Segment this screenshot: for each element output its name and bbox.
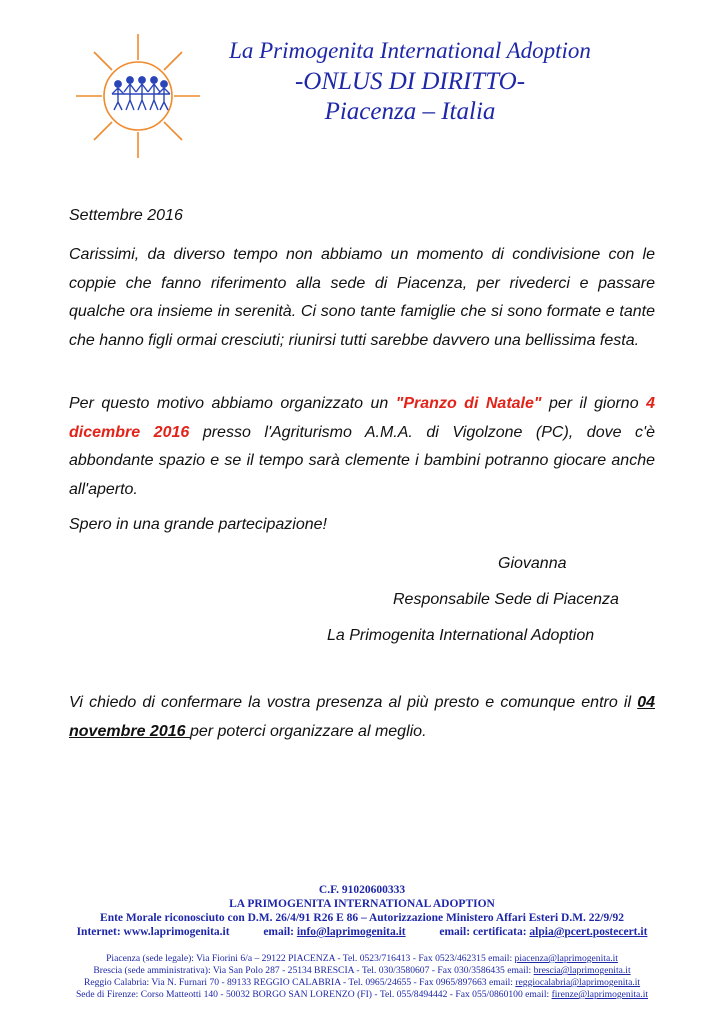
footer-office-piacenza	[30, 953, 694, 964]
event-text-lead: Per questo motivo abbiamo organizzato un	[69, 395, 396, 412]
footer-office-firenze	[30, 989, 694, 1000]
piacenza-email-link[interactable]: piacenza@laprimogenita.it	[514, 953, 618, 964]
organization-city: Piacenza – Italia	[324, 98, 496, 125]
letter-date: Settembre 2016	[69, 207, 183, 224]
brescia-email-link[interactable]: brescia@laprimogenita.it	[533, 965, 631, 976]
event-text-mid: per il giorno	[541, 395, 647, 412]
footer-office-reggio-calabria	[30, 977, 694, 988]
signature-role: Responsabile Sede di Piacenza	[393, 591, 619, 608]
footer-legal-recognition: Ente Morale riconosciuto con D.M. 26/4/91 R26 E 86 – Autorizzazione Ministero Affari Esteri D.M. 22/9/92	[100, 912, 624, 924]
confirmation-text-tail: per poterci organizzare al meglio.	[189, 722, 427, 740]
footer-tax-code: C.F. 91020600333	[318, 884, 406, 896]
organization-status: -ONLUS DI DIRITTO-	[294, 68, 526, 95]
brescia-office-text: Brescia (sede amministrativa): Via San Polo 287 - 25134 BRESCIA - Tel. 030/3580607 - Fax 030/3586435 email:	[93, 965, 534, 976]
footer-office-brescia	[30, 965, 694, 976]
event-text-tail: presso l'Agriturismo A.M.A. di Vigolzone (PC), dove c'è abbondante spazio e se il tempo sarà clemente i bambini potranno giocare anche all'aperto.	[69, 423, 655, 498]
organization-name: La Primogenita International Adoption	[229, 38, 591, 63]
footer-email-label: email:	[263, 926, 297, 938]
piacenza-office-text: Piacenza (sede legale): Via Fiorini 6/a – 29122 PIACENZA - Tel. 0523/716413 - Fax 0523/462315 email:	[106, 953, 515, 964]
footer-certified-email-link[interactable]: alpia@pcert.postecert.it	[529, 926, 648, 938]
reggio-office-text: Reggio Calabria: Via N. Furnari 70 - 89133 REGGIO CALABRIA - Tel. 0965/24655 - Fax 0965/897663 email:	[83, 977, 516, 988]
confirmation-deadline: 04 novembre 2016	[69, 694, 655, 740]
footer-website[interactable]: Internet: www.laprimogenita.it	[76, 926, 230, 938]
letter-paragraph-intro: Carissimi, da diverso tempo non abbiamo un momento di condivisione con le coppie che fanno riferimento alla sede di Piacenza, per rivederci e passare qualche ora insieme in serenità. Ci sono tante famiglie che si sono formate e tante che hanno figli ormai cresciuti; riunirsi tutti sarebbe davvero una bellissima festa.	[69, 246, 655, 349]
letter-closing: Spero in una grande partecipazione!	[69, 516, 327, 533]
footer-organization-name: LA PRIMOGENITA INTERNATIONAL ADOPTION	[229, 898, 495, 910]
letter-confirmation	[69, 689, 655, 746]
firenze-email-link[interactable]: firenze@laprimogenita.it	[551, 989, 649, 1000]
footer-email-link[interactable]: info@laprimogenita.it	[296, 926, 406, 938]
reggio-email-link[interactable]: reggiocalabria@laprimogenita.it	[515, 977, 641, 988]
event-date: 4 dicembre 2016	[69, 395, 655, 441]
event-title: "Pranzo di Natale"	[395, 395, 542, 412]
letter-paragraph-event	[69, 390, 655, 504]
firenze-office-text: Sede di Firenze: Corso Matteotti 140 - 50032 BORGO SAN LORENZO (FI) - Tel. 055/8494442 - Fax 055/0860100 email:	[75, 989, 552, 1000]
confirmation-text-lead: Vi chiedo di confermare la vostra presenza al più presto e comunque entro il	[69, 694, 638, 711]
footer-certified-email-label: email: certificata:	[439, 926, 530, 938]
footer-contacts	[40, 926, 684, 938]
signature-name: Giovanna	[498, 555, 567, 572]
signature-organization: La Primogenita International Adoption	[327, 627, 595, 644]
organization-logo	[72, 30, 204, 160]
